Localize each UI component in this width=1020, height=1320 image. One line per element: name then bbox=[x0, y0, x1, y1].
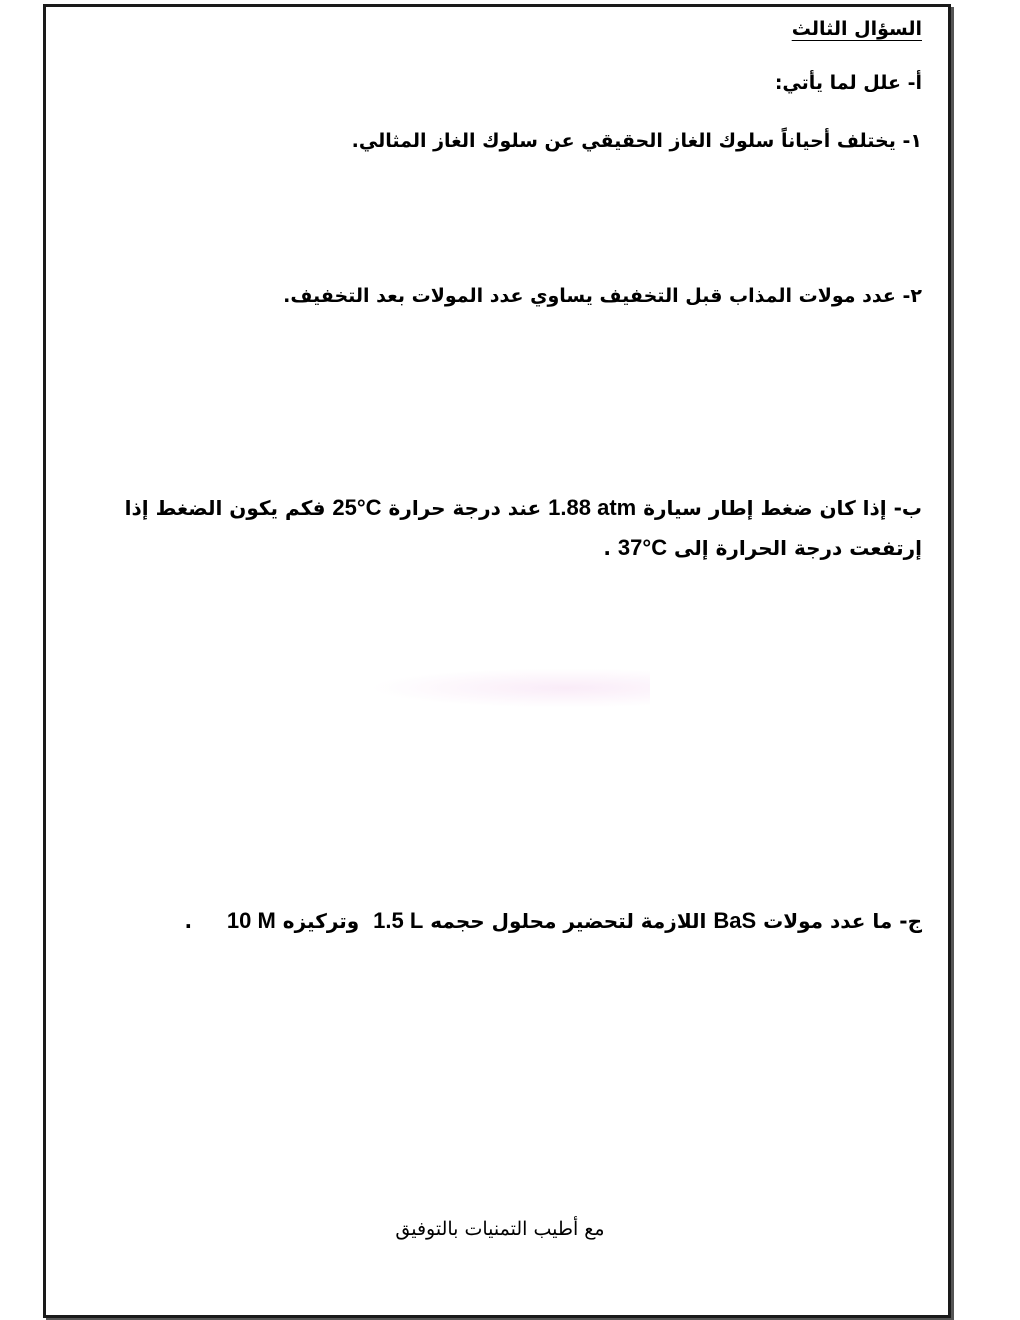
question-title: السؤال الثالث bbox=[791, 18, 922, 40]
section-c-volume: 1.5 L bbox=[373, 908, 424, 933]
section-b-temp1: 25°C bbox=[332, 495, 382, 520]
section-b-question bbox=[98, 488, 922, 568]
section-c-compound: BaS bbox=[713, 908, 757, 933]
footer-wishes: مع أطيب التمنيات بالتوفيق bbox=[395, 1218, 605, 1240]
section-b-temp2: 37°C bbox=[617, 535, 668, 560]
section-b-mid2: فكم يكون الضغط إذا إرتفعت درجة الحرارة إلى bbox=[124, 496, 922, 560]
section-c-prefix: ج- ما عدد مولات bbox=[763, 909, 922, 933]
section-b-pressure: 1.88 atm bbox=[548, 495, 637, 520]
section-c-mid: اللازمة لتحضير محلول حجمه bbox=[430, 909, 707, 933]
section-b-end: . bbox=[603, 536, 611, 560]
scan-smudge bbox=[370, 668, 650, 708]
section-c-end: . bbox=[184, 909, 193, 933]
section-a-item-1: ١- يختلف أحياناً سلوك الغاز الحقيقي عن سلوك الغاز المثالي. bbox=[351, 130, 922, 152]
page-border bbox=[43, 4, 951, 1318]
section-c-concentration: 10 M bbox=[226, 908, 276, 933]
section-a-label: أ- علل لما يأتي: bbox=[774, 72, 922, 94]
section-c-mid2: وتركيزه bbox=[282, 909, 360, 933]
section-c-question bbox=[184, 908, 922, 934]
section-b-mid: عند درجة حرارة bbox=[388, 496, 542, 520]
section-b-prefix: ب- إذا كان ضغط إطار سيارة bbox=[643, 496, 922, 520]
section-a-item-2: ٢- عدد مولات المذاب قبل التخفيف يساوي عدد المولات بعد التخفيف. bbox=[283, 285, 922, 307]
